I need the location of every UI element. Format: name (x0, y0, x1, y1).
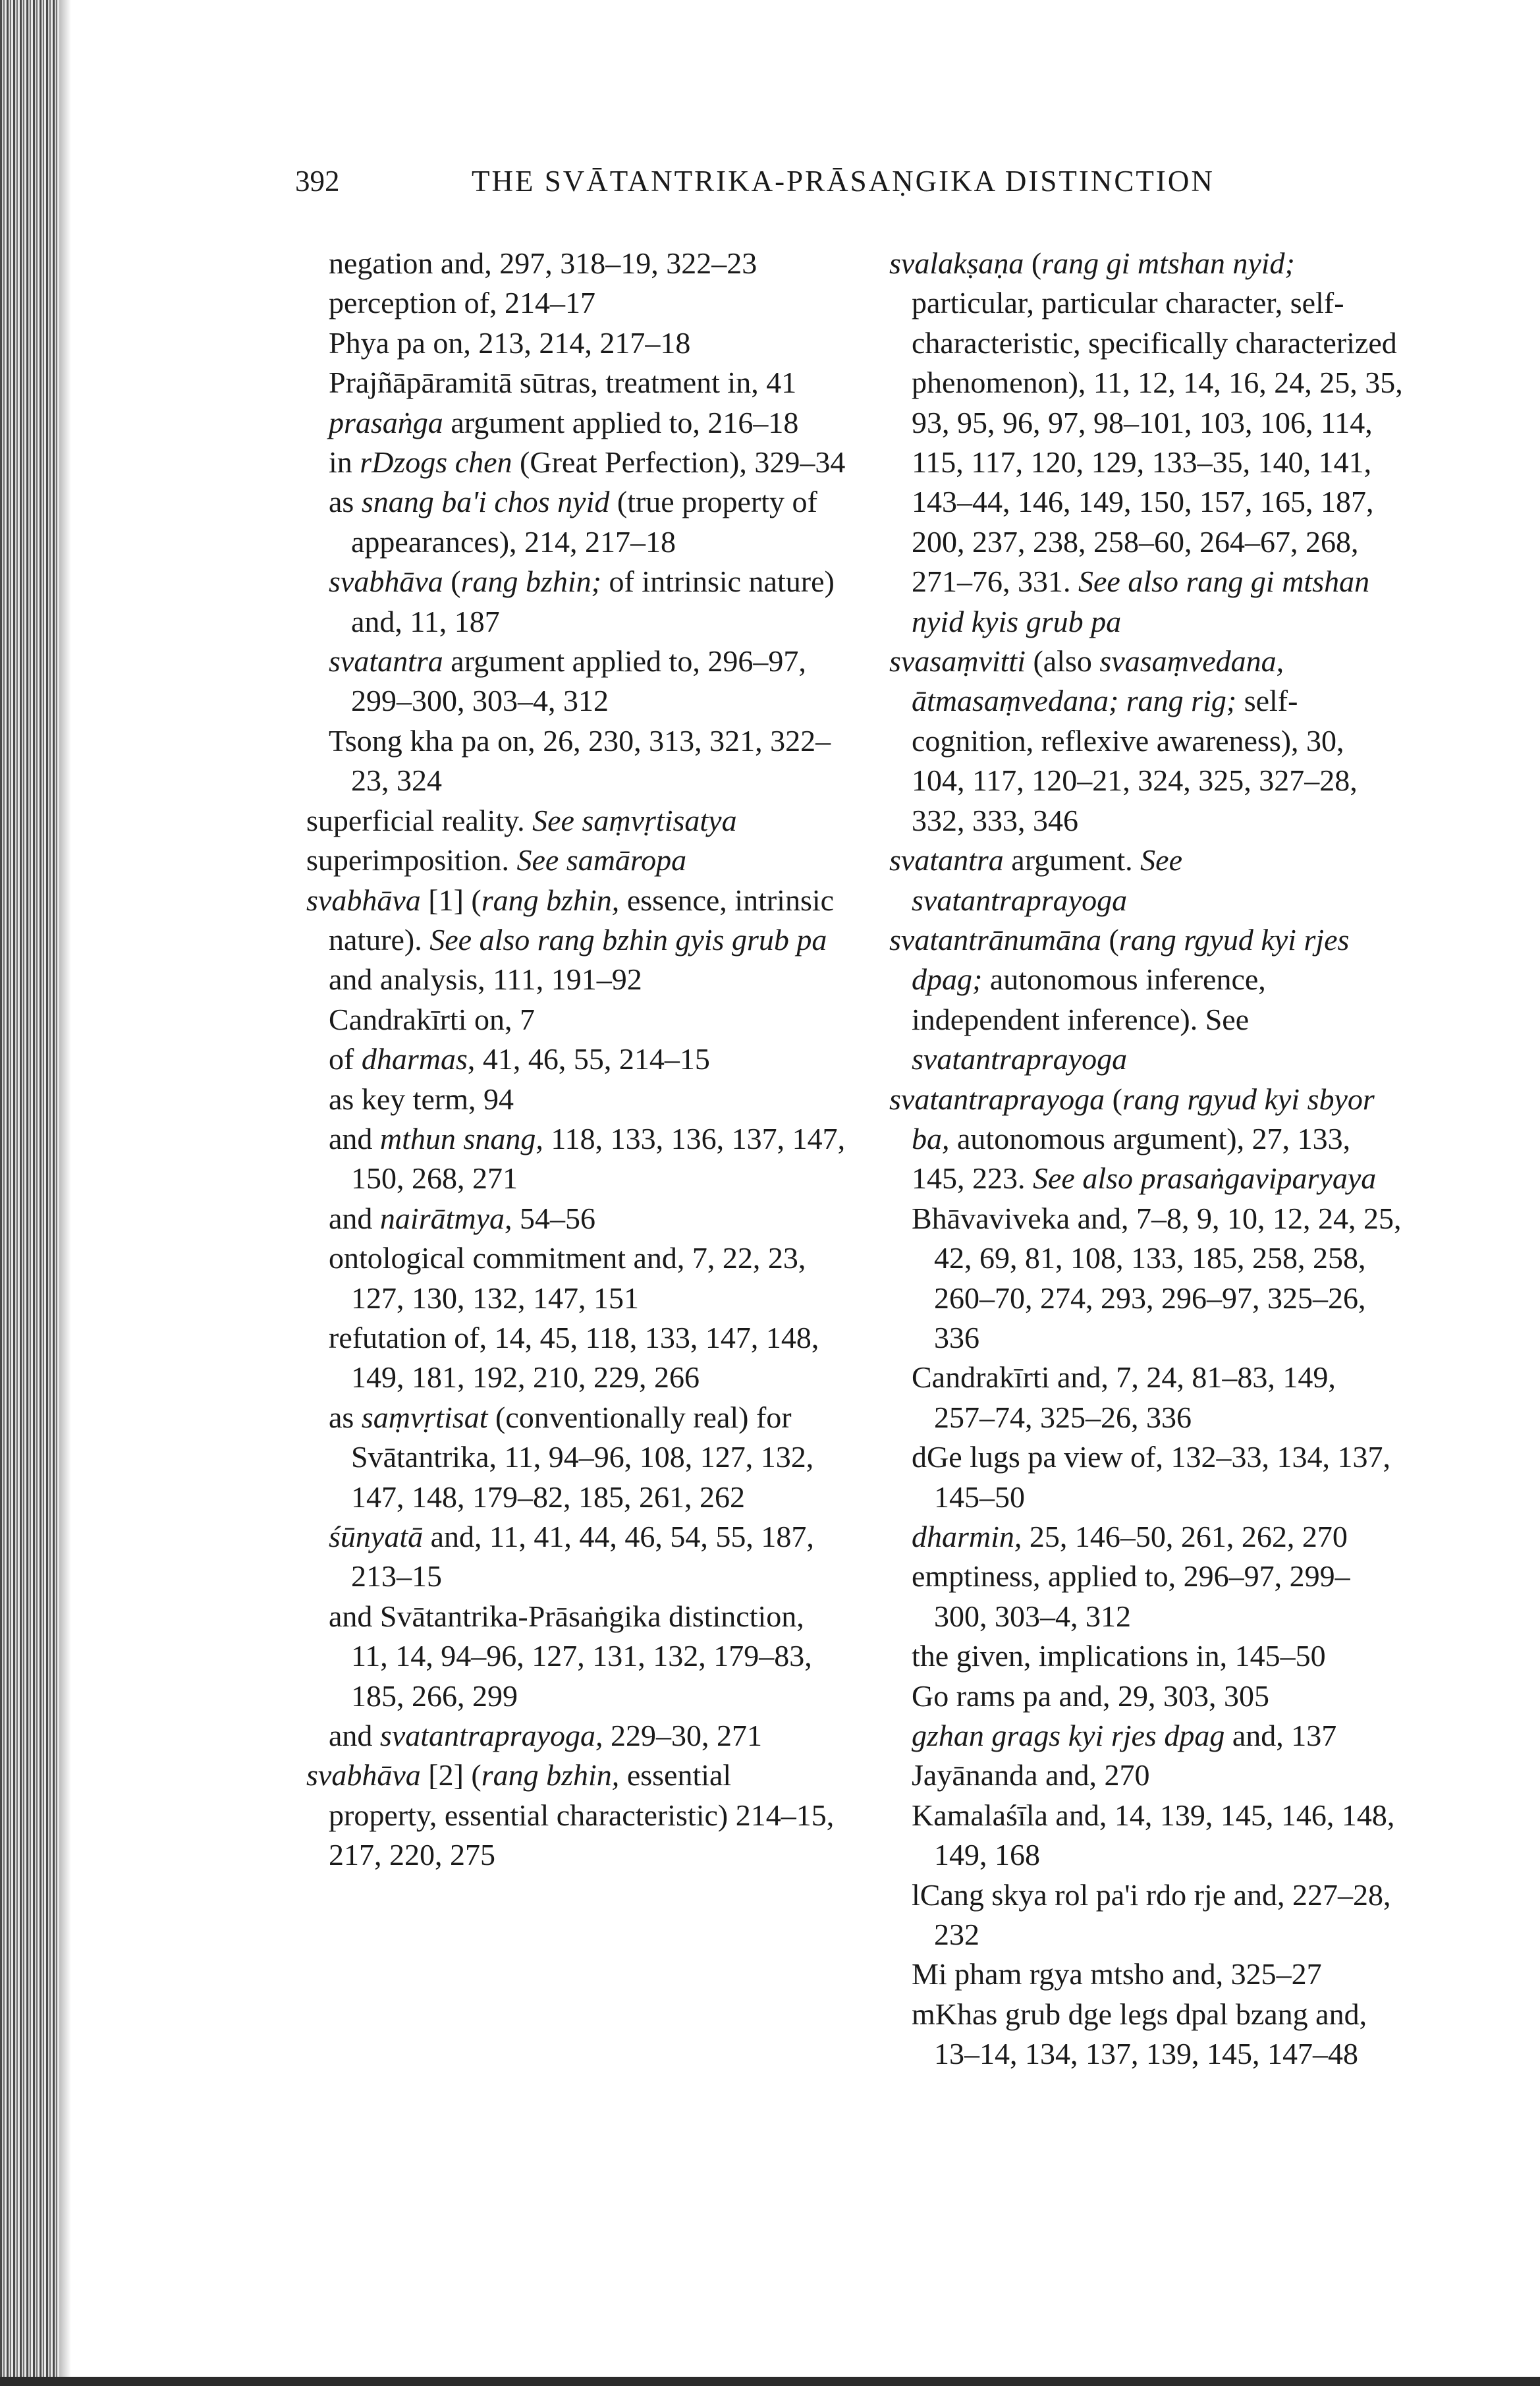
index-subentry: Mi pham rgya mtsho and, 325–27 (912, 1957, 1322, 1991)
index-column-left (306, 244, 846, 1875)
index-subentry: Tsong kha pa on, 26, 230, 313, 321, 322–23, 324 (329, 723, 831, 798)
gutter-shadow (59, 0, 71, 2386)
index-subentry: ontological commitment and, 7, 22, 23, 127, 130, 132, 147, 151 (329, 1241, 806, 1315)
index-subentry: Phya pa on, 213, 214, 217–18 (329, 325, 691, 360)
index-entry: svatantra argument. See svatantraprayoga (889, 843, 1183, 917)
index-subentry: svabhāva (rang bzhin; of intrinsic nature) and, 11, 187 (329, 565, 835, 638)
index-subentry: dharmin, 25, 146–50, 261, 262, 270 (912, 1520, 1348, 1553)
index-entry: svatantraprayoga (rang rgyud kyi sbyor ba, autonomous argument), 27, 133, 145, 223. See also prasaṅgaviparyaya (889, 1082, 1377, 1196)
index-entry: svabhāva [2] (rang bzhin, essential property, essential characteristic) 214–15, 217, 220, 275 (306, 1758, 835, 1872)
index-subentry: Jayānanda and, 270 (912, 1758, 1150, 1792)
index-entry: svasaṃvitti (also svasaṃvedana, ātmasaṃvedana; rang rig; self-cognition, reflexive awareness), 30, 104, 117, 120–21, 324, 325, 327–28, 332, 333, 346 (889, 644, 1358, 837)
index-subentry: Bhāvaviveka and, 7–8, 9, 10, 12, 24, 25, 42, 69, 81, 108, 133, 185, 258, 258, 260–70, 274, 293, 296–97, 325–26, 336 (912, 1201, 1402, 1354)
index-subentry: Prajñāpāramitā sūtras, treatment in, 41 (329, 366, 797, 400)
index-subentry: perception of, 214–17 (329, 286, 595, 320)
index-subentry: prasaṅga argument applied to, 216–18 (329, 405, 799, 439)
index-subentry: Candrakīrti and, 7, 24, 81–83, 149, 257–74, 325–26, 336 (912, 1360, 1336, 1434)
page-number: 392 (295, 165, 340, 198)
index-subentry: mKhas grub dge legs dpal bzang and, 13–14, 134, 137, 139, 145, 147–48 (912, 1997, 1367, 2071)
index-subentry: of dharmas, 41, 46, 55, 214–15 (329, 1042, 710, 1076)
index-subentry: and analysis, 111, 191–92 (329, 962, 642, 997)
index-subentry: lCang skya rol pa'i rdo rje and, 227–28, 232 (912, 1877, 1391, 1952)
index-subentry: svatantra argument applied to, 296–97, 299–300, 303–4, 312 (329, 644, 806, 718)
index-subentry: śūnyatā and, 11, 41, 44, 46, 54, 55, 187, 213–15 (329, 1520, 814, 1594)
running-head: THE SVĀTANTRIKA-PRĀSAṆGIKA DISTINCTION (472, 165, 1215, 198)
index-entry: superficial reality. See saṃvṛtisatya (306, 803, 737, 837)
index-subentry: negation and, 297, 318–19, 322–23 (329, 246, 757, 280)
index-subentry: refutation of, 14, 45, 118, 133, 147, 148, 149, 181, 192, 210, 229, 266 (329, 1320, 819, 1395)
index-entry: superimposition. See samāropa (306, 843, 687, 877)
index-entry: svabhāva [1] (rang bzhin, essence, intrinsic nature). See also rang bzhin gyis grub pa (306, 883, 835, 957)
index-column-right (889, 244, 1403, 2074)
index-subentry: Candrakīrti on, 7 (329, 1002, 535, 1036)
index-subentry: emptiness, applied to, 296–97, 299–300, 303–4, 312 (912, 1559, 1350, 1633)
index-subentry: and Svātantrika-Prāsaṅgika distinction, 11, 14, 94–96, 127, 131, 132, 179–83, 185, 266, 299 (329, 1599, 812, 1713)
index-subentry: dGe lugs pa view of, 132–33, 134, 137, 145–50 (912, 1440, 1390, 1514)
index-subentry: Go rams pa and, 29, 303, 305 (912, 1679, 1269, 1713)
index-subentry: the given, implications in, 145–50 (912, 1639, 1326, 1673)
page-header (295, 158, 1270, 204)
index-subentry: Kamalaśīla and, 14, 139, 145, 146, 148, 149, 168 (912, 1798, 1395, 1872)
index-subentry: as saṃvṛtisat (conventionally real) for Svātantrika, 11, 94–96, 108, 127, 132, 147, 148, 179–82, 185, 261, 262 (329, 1400, 814, 1514)
page-bottom-edge (0, 2377, 1540, 2386)
index-subentry: in rDzogs chen (Great Perfection), 329–34 (329, 445, 846, 480)
index-entry: svalakṣaṇa (rang gi mtshan nyid; particular, particular character, self-characteristic, specifically characterized phenomenon), 11, 12, 14, 16, 24, 25, 35, 93, 95, 96, 97, 98–101, 103, 106, 114, 115, 117, 120, 129, 133–35, 140, 141, 143–44, 146, 149, 150, 157, 165, 187, 200, 237, 238, 258–60, 264–67, 268, 271–76, 331. See also rang gi mtshan nyid kyis grub pa (889, 246, 1403, 638)
index-subentry: and mthun snang, 118, 133, 136, 137, 147, 150, 268, 271 (329, 1121, 846, 1196)
index-subentry: gzhan grags kyi rjes dpag and, 137 (912, 1719, 1337, 1753)
index-subentry: and svatantraprayoga, 229–30, 271 (329, 1719, 763, 1753)
index-subentry: as key term, 94 (329, 1082, 514, 1116)
index-subentry: and nairātmya, 54–56 (329, 1201, 596, 1235)
index-subentry: as snang ba'i chos nyid (true property of appearances), 214, 217–18 (329, 485, 817, 559)
book-gutter (0, 0, 59, 2386)
index-entry: svatantrānumāna (rang rgyud kyi rjes dpag; autonomous inference, independent inference). See svatantraprayoga (889, 922, 1350, 1076)
